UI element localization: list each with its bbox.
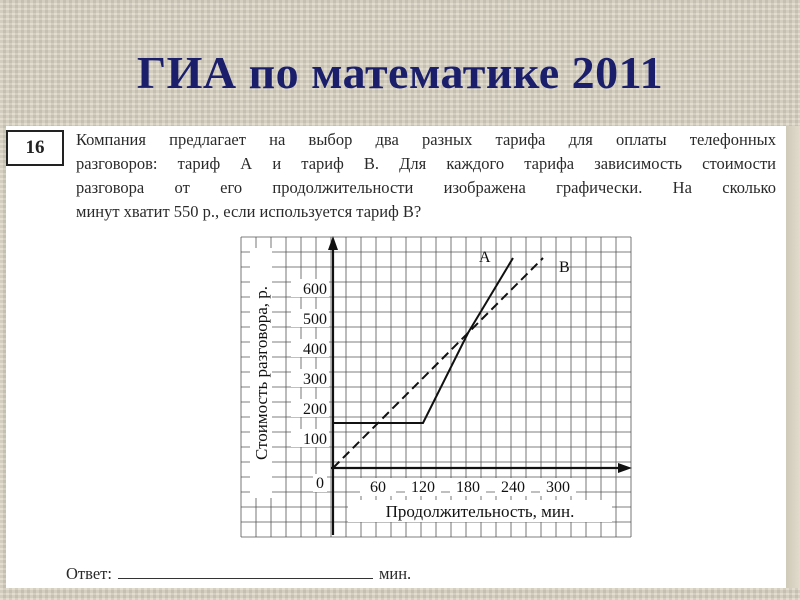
task-line: минут хватит 550 р., если используется тариф В? (76, 202, 422, 221)
y-axis-title: Стоимость разговора, р. (252, 285, 271, 461)
series-line-b (333, 258, 543, 468)
y-axis-arrow (328, 236, 338, 250)
series-line-a (333, 258, 513, 423)
tariff-chart (236, 234, 636, 550)
answer-unit: мин. (378, 564, 412, 583)
x-axis-arrow (618, 463, 632, 473)
slide-edge (786, 126, 800, 588)
task-line: Компания предлагает на выбор два разных тарифа для оплаты телефонных (76, 130, 776, 149)
answer-label: Ответ: (66, 564, 112, 583)
y-tick-label: 500 (303, 311, 327, 328)
x-tick-label: 240 (501, 479, 525, 496)
x-tick-label: 180 (456, 479, 480, 496)
x-tick-label: 120 (411, 479, 435, 496)
y-tick-label: 600 (303, 281, 327, 298)
y-tick-label: 200 (303, 401, 327, 418)
chart-svg (236, 234, 636, 550)
task-card (6, 126, 786, 588)
task-line: разговора от его продолжительности изображена графически. На сколько (76, 178, 776, 197)
task-number-box: 16 (6, 130, 64, 166)
answer-line (66, 562, 411, 584)
origin-label: 0 (316, 475, 324, 492)
x-tick-label: 60 (370, 479, 386, 496)
slide-title: ГИА по математике 2011 (136, 47, 664, 98)
x-tick-label: 300 (546, 479, 570, 496)
y-tick-label: 100 (303, 431, 327, 448)
y-tick-label: 400 (303, 341, 327, 358)
answer-blank[interactable] (118, 562, 373, 579)
series-label-a: А (479, 249, 491, 266)
x-axis-title: Продолжительность, мин. (385, 502, 575, 521)
task-line: разговоров: тариф А и тариф В. Для каждого тарифа зависимость стоимости (76, 154, 776, 173)
task-statement (76, 128, 776, 224)
series-label-b: В (559, 259, 570, 276)
y-tick-label: 300 (303, 371, 327, 388)
